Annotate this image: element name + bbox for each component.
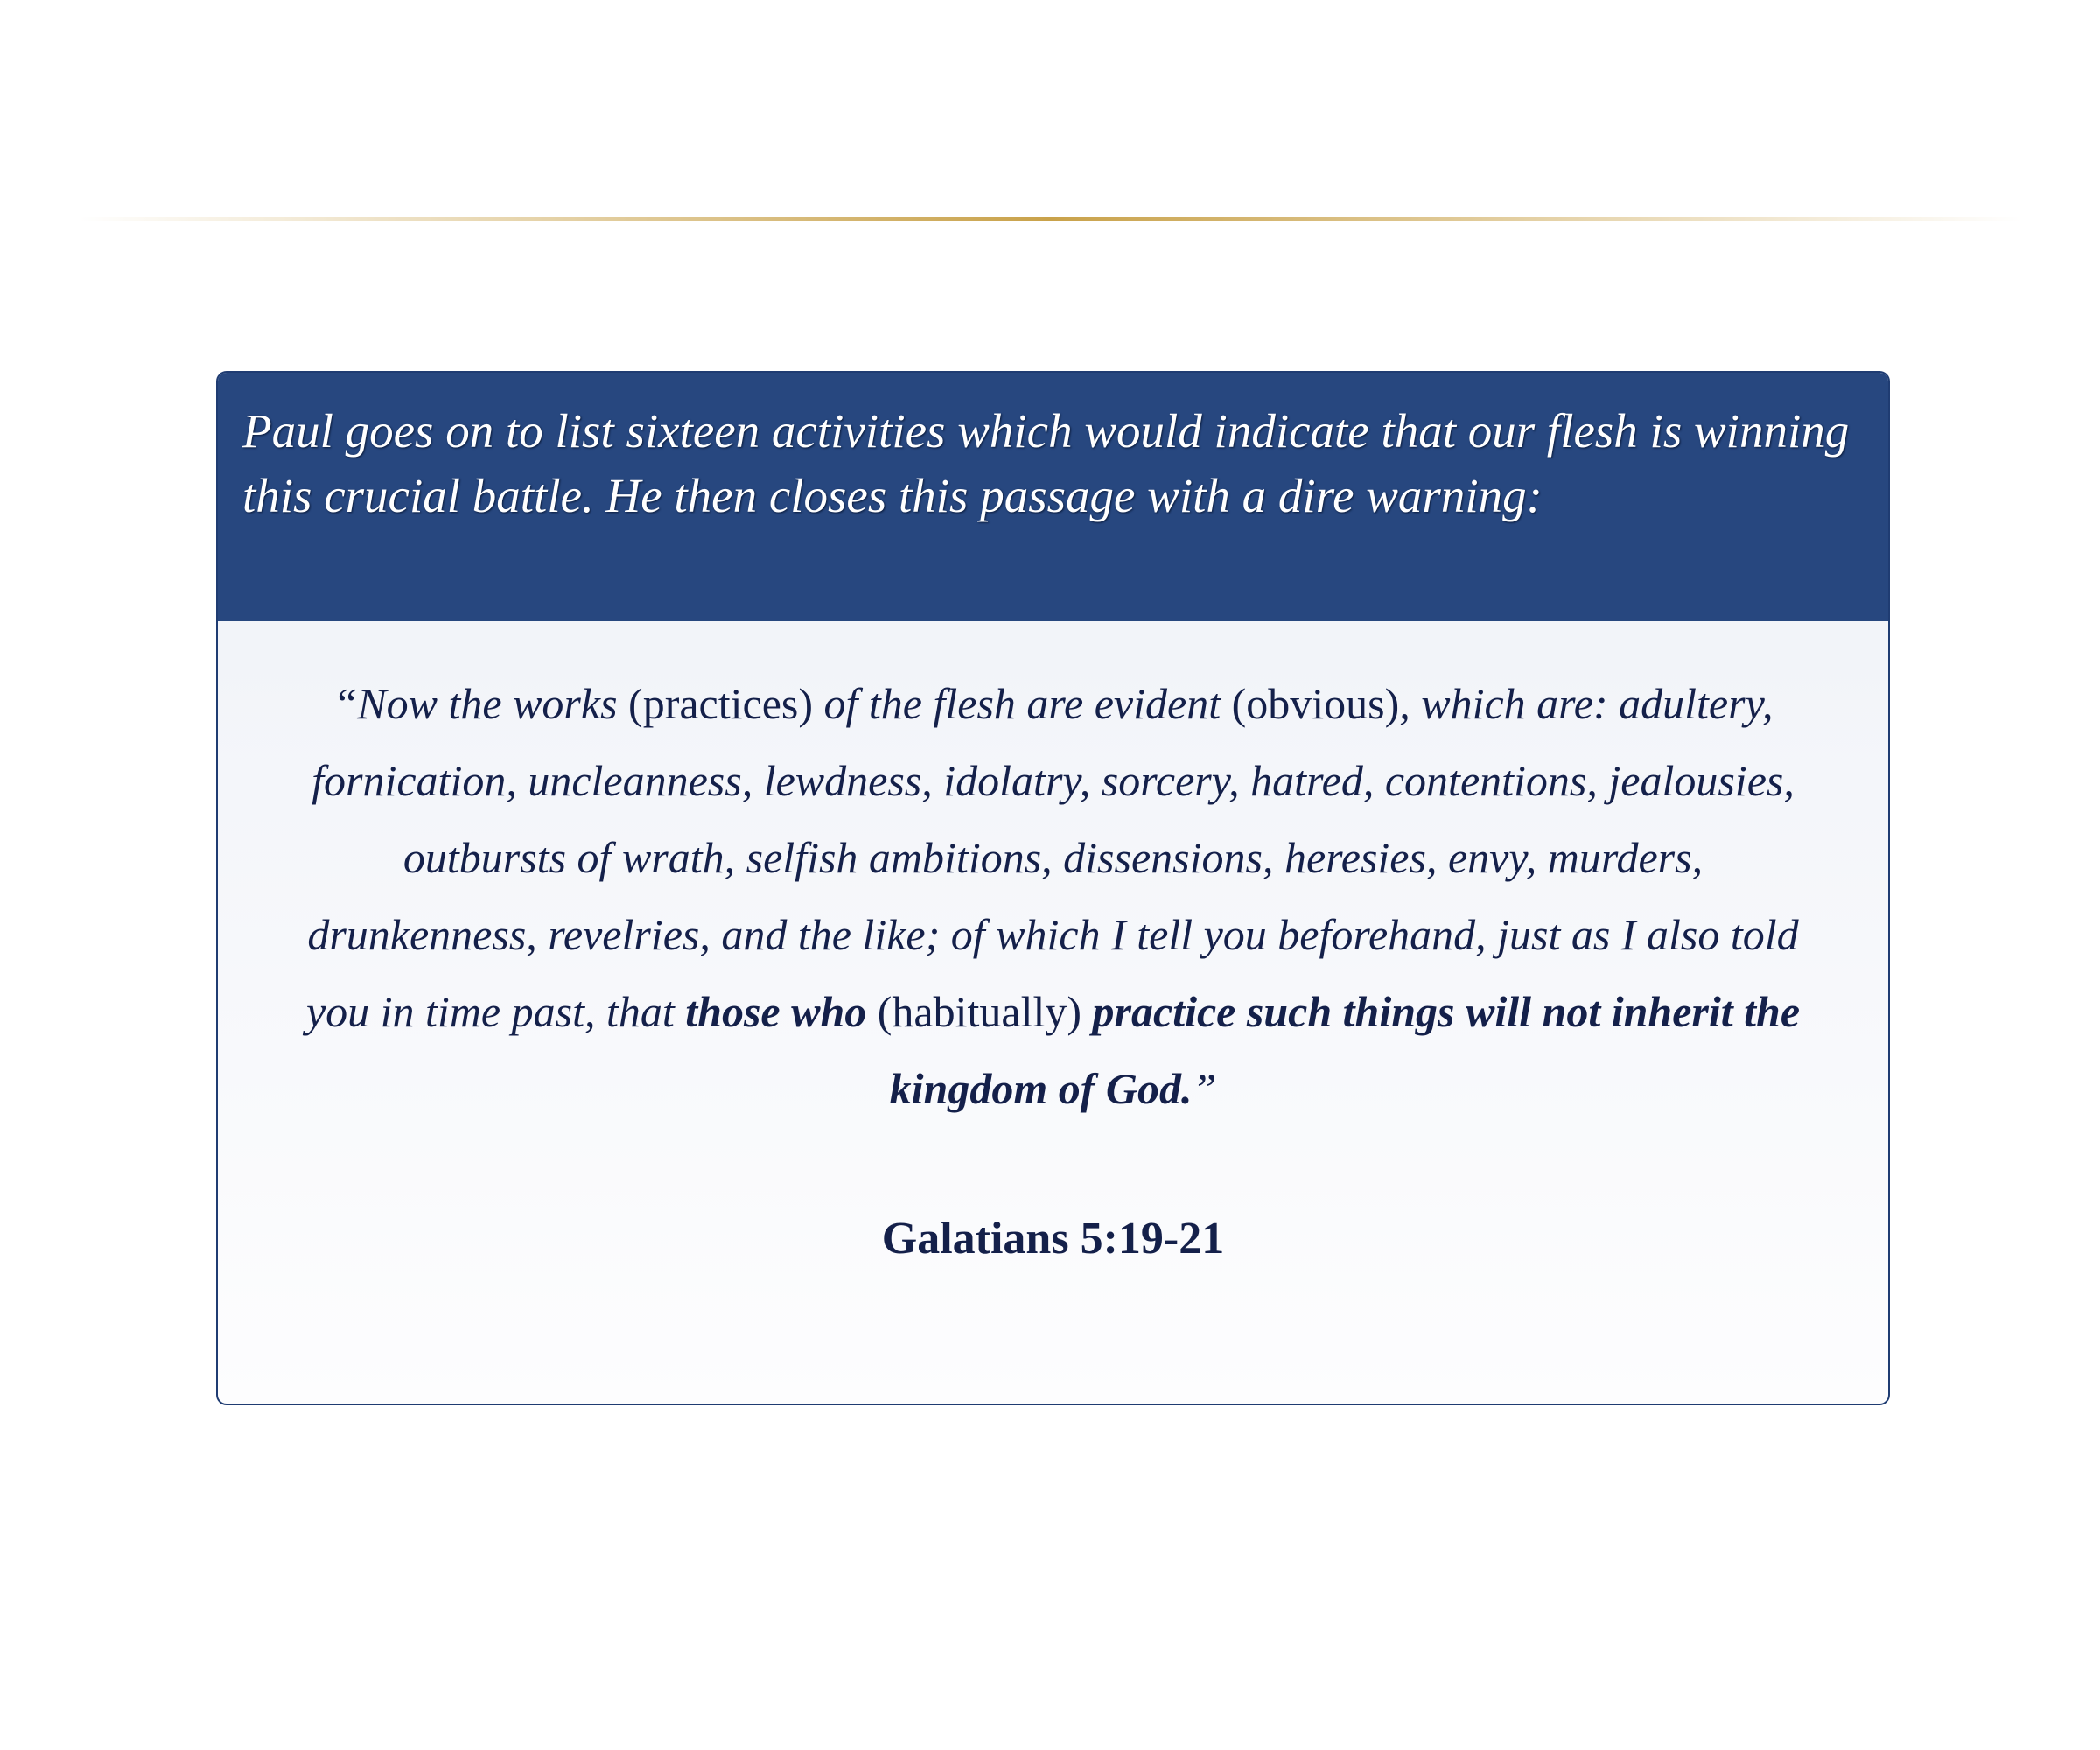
quote-segment: practice such things will not inherit the kingdom of God.: [889, 987, 1801, 1113]
quote-segment: ”: [1192, 1064, 1217, 1113]
gold-divider: [79, 217, 2021, 221]
quote-segment: of the flesh are evident: [823, 679, 1232, 728]
quote-segment: (obvious): [1231, 679, 1400, 728]
scripture-callout: [216, 371, 1890, 1405]
scripture-reference: Galatians 5:19-21: [881, 1214, 1225, 1264]
quote-segment: (habitually): [877, 987, 1093, 1036]
quote-segment: , which are: adultery, fornication, uncleanness, lewdness, idolatry, sorcery, hatred, contentions, jealousies, outbursts of wrath, selfish ambitions, dissensions, heresies, envy, murders, drunkenness, revelries, and the like; of which I tell you beforehand, just as I also told you in time past, that: [305, 679, 1799, 1036]
quote-segment: (practices): [628, 679, 824, 728]
quote-segment: “Now the works: [332, 679, 629, 728]
callout-header: Paul goes on to list sixteen activities which would indicate that our flesh is winning this crucial battle. He then closes this passage with a dire warning:: [218, 373, 1888, 621]
scripture-quote: [218, 621, 1888, 1127]
quote-segment: those who: [685, 987, 878, 1036]
